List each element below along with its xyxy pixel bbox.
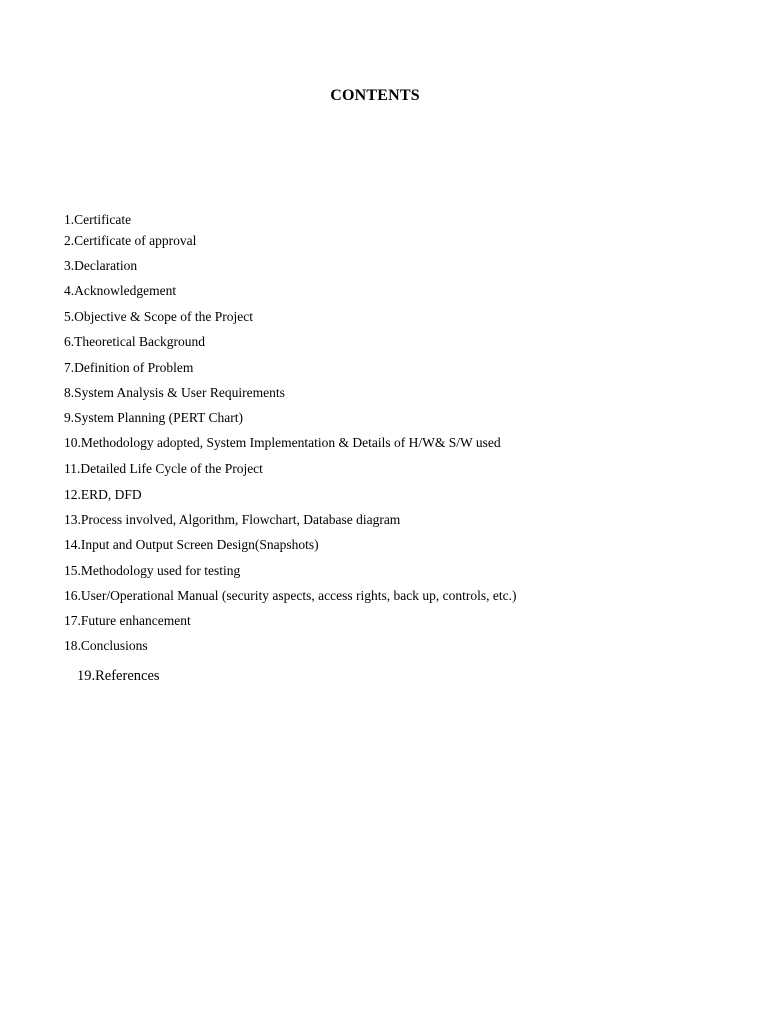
toc-item-future-enhancement: 17.Future enhancement	[64, 613, 191, 628]
toc-item-definition-of-problem: 7.Definition of Problem	[64, 360, 194, 375]
toc-item-acknowledgement: 4.Acknowledgement	[64, 283, 177, 298]
toc-item-methodology-adopted: 10.Methodology adopted, System Implementation & Details of H/W& S/W used	[64, 435, 501, 450]
toc-item-testing-methodology: 15.Methodology used for testing	[64, 563, 241, 578]
toc-item-user-manual: 16.User/Operational Manual (security aspects, access rights, back up, controls, etc.)	[64, 588, 517, 603]
toc-item-certificate-of-approval: 2.Certificate of approval	[64, 233, 197, 248]
toc-item-life-cycle: 11.Detailed Life Cycle of the Project	[64, 461, 263, 476]
toc-item-screen-design: 14.Input and Output Screen Design(Snapshots)	[64, 537, 319, 552]
toc-item-erd-dfd: 12.ERD, DFD	[64, 487, 142, 502]
toc-item-declaration: 3.Declaration	[64, 258, 138, 273]
toc-item-objective-scope: 5.Objective & Scope of the Project	[64, 309, 253, 324]
toc-item-process-involved: 13.Process involved, Algorithm, Flowchart, Database diagram	[64, 512, 401, 527]
toc-item-references: 19.References	[77, 668, 160, 684]
toc-item-conclusions: 18.Conclusions	[64, 638, 148, 653]
toc-item-certificate: 1.Certificate	[64, 212, 132, 227]
toc-item-theoretical-background: 6.Theoretical Background	[64, 334, 205, 349]
toc-item-system-analysis: 8.System Analysis & User Requirements	[64, 385, 285, 400]
page-title: CONTENTS	[330, 87, 420, 104]
toc-item-system-planning: 9.System Planning (PERT Chart)	[64, 410, 243, 425]
